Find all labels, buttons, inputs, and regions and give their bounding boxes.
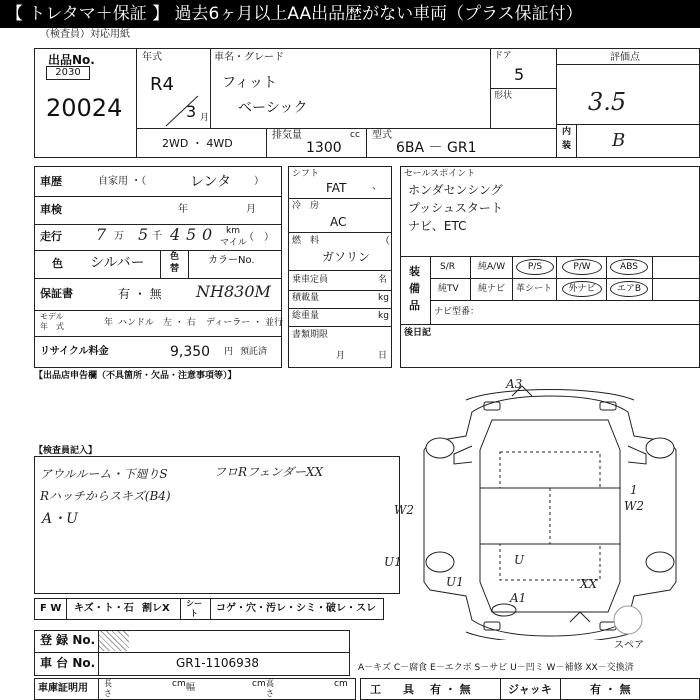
inspection-year-unit: 年 — [178, 204, 188, 215]
mileage-paren: （ ） — [244, 232, 274, 243]
sheet-items: コゲ・穴・汚レ・シミ・破レ・スレ — [216, 603, 376, 614]
history-options: 自家用 ・（ — [98, 176, 147, 187]
fw-other: 割レX — [142, 603, 170, 614]
fw-items: キズ・ト・石 — [74, 603, 134, 614]
jack-label: ジャッキ — [508, 683, 552, 696]
history-value: レンタ — [190, 174, 232, 190]
sales-point-3: ナビ、ETC — [408, 219, 467, 233]
cert-cm-2: cm — [252, 679, 266, 689]
ac-label: 冷 房 — [292, 201, 320, 211]
car-diagram — [400, 376, 700, 640]
exhibitor-report-label: 【出品店申告欄（不具箇所・欠品・注意事項等）】 — [34, 371, 237, 381]
chassis-label: 車 台 No. — [40, 656, 96, 670]
sales-point-1: ホンダセンシング — [408, 183, 503, 197]
color-repaint-2: 替 — [170, 264, 180, 274]
diagram-mark-right: W2 — [624, 499, 644, 513]
equip-airbag: エアB — [610, 281, 648, 297]
diagram-mark-mid: U — [514, 553, 525, 567]
capacity-unit-1: kg — [378, 293, 389, 303]
diagram-mark-left: W2 — [394, 503, 414, 517]
history-close: ） — [254, 176, 264, 187]
recycle-unit: 円 — [224, 347, 234, 357]
chassis-value: GR1-1106938 — [176, 656, 260, 670]
sales-point-2: プッシュスタート — [408, 201, 503, 215]
fw-label: F W — [40, 603, 62, 614]
lot-number: 20024 — [46, 94, 123, 122]
equipment-label-1: 装 — [409, 265, 420, 278]
ac-value: AC — [330, 215, 347, 229]
warranty-label: 保証書 — [40, 287, 73, 300]
equip-ps: P/S — [516, 259, 554, 275]
interior-value: B — [612, 130, 626, 151]
shift-mark: 、 — [372, 181, 382, 192]
diagram-mark-top: A3 — [506, 377, 523, 391]
year-value: R4 — [150, 74, 174, 95]
record-period-unit: 月 — [336, 351, 346, 361]
equip-abs: ABS — [610, 259, 648, 275]
fuel-paren: （ — [380, 236, 390, 247]
model-type-handle: ハンドル 左 ・ 右 — [118, 318, 196, 328]
mileage-label: 走行 — [40, 230, 62, 243]
shift-value: FAT — [326, 181, 347, 195]
mileage-u1: 万 — [114, 231, 124, 242]
capacity-label-0: 乗車定員 — [292, 275, 329, 285]
history-label: 車歴 — [40, 175, 62, 188]
equip-navi: 純ナビ — [478, 284, 506, 294]
color-code-label: カラーNo. — [208, 255, 255, 266]
inspector-note-3: A・U — [42, 511, 78, 527]
equip-sr: S/R — [440, 262, 455, 272]
model-code-value: 6BA － GR1 — [396, 140, 477, 156]
mileage-v1: 7 — [96, 225, 107, 244]
mileage-unit-mile: マイル — [220, 238, 247, 248]
model-label: 車名・グレード — [214, 52, 284, 63]
fuel-value: ガソリン — [322, 250, 371, 264]
model-type-label-1: モデル — [40, 312, 64, 321]
equip-leather: 革シート — [516, 284, 553, 294]
diagram-mark-bottom-left: U1 — [446, 575, 464, 589]
spare-tire-icon — [612, 604, 644, 636]
cert-cm-1: cm — [172, 679, 186, 689]
model-type-year-unit: 年 — [104, 318, 114, 328]
color-value: シルバー — [90, 255, 145, 271]
year-month: 3 — [186, 102, 197, 121]
inspector-note-1: アウルルーム・下廻りS — [40, 467, 168, 481]
equip-pw: P/W — [562, 259, 602, 275]
equip-awheel: 純A/W — [478, 262, 506, 272]
sheet-label-1: シー — [186, 599, 202, 608]
cert-height-1: 高 — [266, 679, 274, 688]
mileage-v5: 0 — [202, 225, 213, 244]
capacity-label-2: 総重量 — [292, 311, 320, 321]
damage-legend: A－キズ C－腐食 E－エクボ S－サビ U－凹ミ W－補修 XX－交換済 — [358, 663, 634, 673]
interior-label-1: 内 — [562, 127, 572, 137]
equip-tv: 純TV — [438, 284, 459, 294]
equipment-label-3: 品 — [409, 299, 420, 312]
sales-points-label: セールスポイント — [404, 169, 476, 179]
capacity-unit-0: 名 — [378, 275, 388, 285]
cert-label: 車庫証明用 — [38, 683, 88, 694]
cert-length-2: さ — [104, 689, 112, 698]
interior-label-2: 装 — [562, 141, 572, 151]
model-code-label: 型式 — [372, 130, 392, 141]
navi-model-label: ナビ型番： — [434, 307, 480, 317]
mileage-u2: 千 — [152, 231, 162, 242]
banner-title: 【 トレタマ＋保証 】 過去6ヶ月以上AA出品歴がない車両（プラス保証付） — [0, 0, 700, 28]
inspector-note-1b: フロRフェンダーXX — [214, 465, 324, 479]
model-name: フィット — [222, 75, 277, 91]
recycle-value: 9,350 — [170, 344, 211, 360]
mileage-v3: 4 — [170, 225, 181, 244]
cert-width: 幅 — [186, 683, 196, 693]
cert-length-1: 長 — [104, 679, 112, 688]
inspector-note-2: Rハッチからスキズ(B4) — [40, 489, 171, 503]
lot-code: 2030 — [46, 66, 90, 80]
diagram-mark-right2: 1 — [630, 483, 638, 497]
model-grade: ベーシック — [238, 100, 308, 116]
record-period-unit2: 日 — [378, 351, 388, 361]
registration-label: 登 録 No. — [40, 633, 96, 647]
year-label: 年式 — [142, 52, 162, 63]
jack-value: 有 ・ 無 — [590, 683, 631, 696]
diagram-mark-bottom-right: XX — [580, 577, 598, 591]
color-label: 色 — [52, 257, 63, 270]
inspection-month-unit: 月 — [246, 204, 256, 215]
capacity-unit-2: kg — [378, 311, 389, 321]
equipment-label-2: 備 — [409, 282, 420, 295]
mileage-v4: 5 — [186, 225, 197, 244]
model-type-dealer: ディーラー ・ 並行 — [206, 318, 284, 328]
capacity-label-1: 積載量 — [292, 293, 320, 303]
shape-label: 形状 — [494, 91, 513, 101]
color-code-value: NH830M — [196, 282, 271, 301]
cert-height-2: さ — [266, 689, 274, 698]
registration-hatch — [99, 631, 129, 651]
record-period-label: 書類期限 — [292, 330, 329, 340]
equip-ext-navi: 外ナビ — [562, 281, 602, 297]
displacement-label: 排気量 — [272, 130, 302, 141]
diagram-mark-left2: U1 — [384, 555, 402, 569]
mileage-unit-km: km — [226, 226, 240, 236]
mileage-v2: 5 — [138, 225, 149, 244]
lot-label: 出品No. — [48, 53, 95, 67]
recycle-note: 預託済 — [240, 347, 268, 357]
score-label: 評価点 — [610, 52, 640, 63]
fuel-label: 燃 料 — [292, 236, 320, 246]
drive-label: 2WD ・ 4WD — [162, 137, 233, 150]
displacement-value: 1300 — [306, 140, 342, 156]
inspection-label: 車検 — [40, 203, 62, 216]
color-repaint-1: 色 — [170, 252, 180, 262]
tools-value: 有 ・ 無 — [430, 683, 471, 696]
warranty-value: 有 ・ 無 — [118, 287, 162, 301]
diagram-mark-bottom: A1 — [510, 591, 527, 605]
sheet-label-2: ト — [190, 609, 198, 618]
tools-label: 工 具 — [370, 683, 414, 696]
sub-header: （検査員）対応用紙 — [40, 29, 130, 40]
displacement-unit: cc — [350, 130, 360, 140]
recycle-label: リサイクル料金 — [40, 346, 109, 357]
inspector-notes-label: 【検査員記入】 — [34, 446, 98, 456]
doors-label: ドア — [494, 51, 512, 61]
score-value: 3.5 — [588, 88, 627, 116]
model-type-label-2: 年 式 — [40, 322, 64, 331]
later-entry-label: 後日記 — [404, 328, 432, 338]
year-month-unit: 月 — [200, 113, 210, 123]
cert-cm-3: cm — [334, 679, 348, 689]
spare-label: スペア — [614, 640, 644, 651]
doors-value: 5 — [514, 65, 525, 84]
shift-label: シフト — [292, 169, 320, 179]
